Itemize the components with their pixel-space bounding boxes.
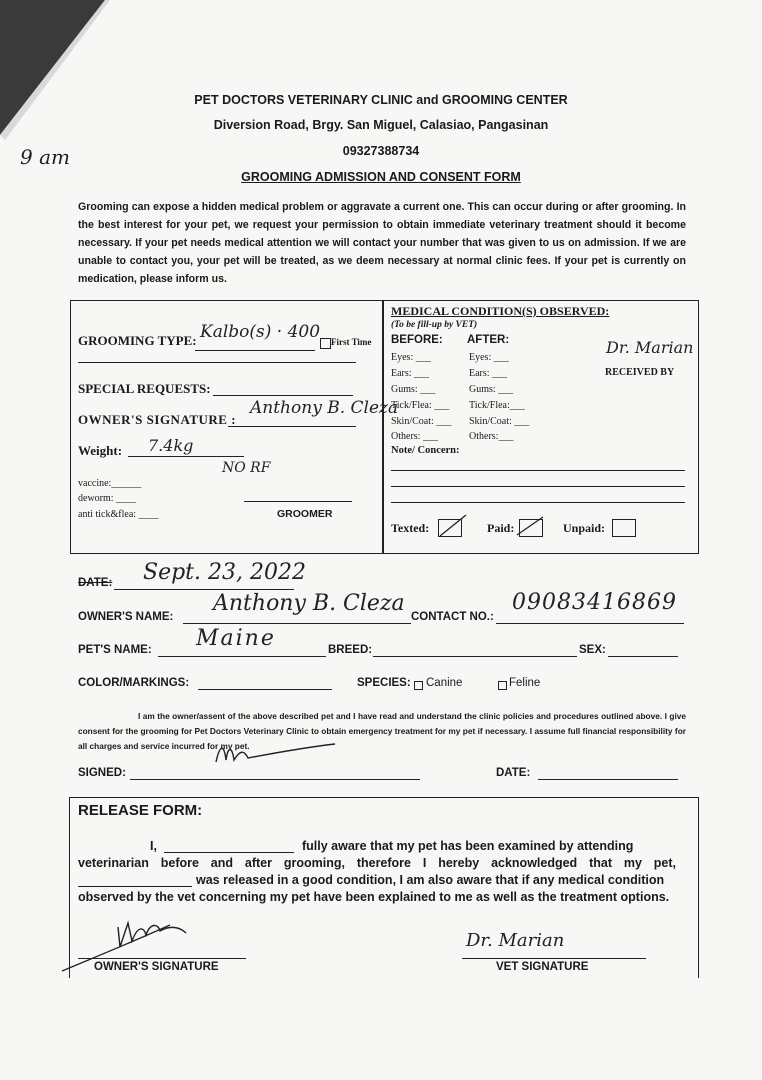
release-text-line1: fully aware that my pet has been examined by attending [302, 839, 634, 853]
vet-signature-top: Dr. Marian [606, 338, 694, 357]
contact-label: CONTACT NO.: [411, 611, 494, 623]
sex-label: SEX: [579, 644, 606, 656]
signed-date-label: DATE: [496, 767, 531, 779]
owner-name-value: Anthony B. Cleza [213, 591, 405, 616]
release-text-line4: observed by the vet concerning my pet have been explained to me as well as the treatment options. [78, 890, 670, 904]
vet-sig-value: Dr. Marian [466, 930, 565, 951]
after-gums: Gums: ___ [469, 384, 514, 395]
release-text-i: I, [150, 839, 157, 853]
before-gums: Gums: ___ [391, 384, 436, 395]
unpaid-checkbox[interactable] [612, 519, 636, 537]
texted-label: Texted: [391, 521, 430, 535]
release-title: RELEASE FORM: [78, 802, 203, 819]
before-tick-flea: Tick/Flea: ___ [391, 400, 450, 411]
grooming-type-label: GROOMING TYPE: [78, 333, 197, 348]
before-ears: Ears: ___ [391, 368, 430, 379]
texted-check-mark [438, 512, 468, 538]
owner-name-label: OWNER'S NAME: [78, 611, 174, 623]
intro-paragraph: Grooming can expose a hidden medical problem or aggravate a current one. This can occur during or after grooming. In the best interest for your pet, we request your permission to obtain immediate veterinary treatment should it become necessary. If your pet needs medical attention we will contact your number that was given to us on admission. If we are unable to contact you, your pet will be treated, as we deem necessary at normal clinic fees. If your pet is currently on medication, please inform us. [78, 201, 686, 285]
deworm-field: deworm: ____ [78, 493, 137, 504]
date-label: DATE: [78, 577, 113, 589]
after-ears: Ears: ___ [469, 368, 508, 379]
consent-signature-scribble [210, 738, 340, 768]
after-tick-flea: Tick/Flea:___ [469, 400, 525, 411]
date-value: Sept. 23, 2022 [143, 560, 306, 585]
margin-note: 9 am [20, 145, 70, 169]
after-eyes: Eyes: ___ [469, 352, 509, 363]
first-time-checkbox[interactable] [320, 338, 331, 349]
breed-label: BREED: [328, 644, 373, 656]
medical-subtitle: (To be fill-up by VET) [391, 320, 478, 330]
owner-signature-label: OWNER'S SIGNATURE : [78, 412, 237, 427]
weight-label: Weight: [78, 443, 123, 458]
release-text-line2: veterinarian before and after grooming, therefore I hereby acknowledged that my pet, [78, 856, 676, 870]
pet-name-value: Maine [196, 626, 276, 651]
vaccine-field: vaccine:______ [78, 478, 142, 489]
color-markings-label: COLOR/MARKINGS: [78, 677, 190, 689]
note-concern-label: Note/ Concern: [391, 445, 460, 456]
release-text-line3: was released in a good condition, I am also aware that if any medical condition [196, 873, 665, 887]
owner-sig-label: OWNER'S SIGNATURE [94, 961, 219, 973]
before-skin-coat: Skin/Coat: ___ [391, 416, 452, 427]
groomer-label: GROOMER [277, 508, 333, 520]
species-label: SPECIES: [357, 677, 411, 689]
before-others: Others: ___ [391, 431, 438, 442]
medical-title: MEDICAL CONDITION(S) OBSERVED: [391, 304, 610, 318]
feline-label: Feline [509, 677, 541, 689]
note-value: NO RF [222, 460, 271, 476]
clinic-name: PET DOCTORS VETERINARY CLINIC and GROOMING CENTER [194, 93, 568, 107]
canine-label: Canine [426, 677, 463, 689]
contact-value: 09083416869 [512, 590, 677, 615]
consent-paragraph: I am the owner/assent of the above described pet and I have read and understand the clinic policies and procedures outlined above. I give consent for the grooming for Pet Doctors Veterinary Clinic to obtain emergency treatment for my pet if necessary. I assume full financial responsibility for all charges and service incurred for my pet. [78, 711, 686, 751]
pet-name-label: PET'S NAME: [78, 644, 152, 656]
weight-value: 7.4kg [148, 436, 194, 455]
paid-check-mark [515, 513, 545, 537]
form-title: GROOMING ADMISSION AND CONSENT FORM [241, 170, 521, 184]
signed-label: SIGNED: [78, 767, 126, 779]
clinic-phone: 09327388734 [342, 144, 420, 158]
owner-signature-value: Anthony B. Cleza [250, 398, 399, 418]
unpaid-label: Unpaid: [563, 521, 606, 535]
clinic-address: Diversion Road, Brgy. San Miguel, Calasiao, Pangasinan [213, 118, 549, 132]
anti-tick-field: anti tick&flea: ____ [78, 509, 159, 520]
grooming-type-value: Kalbo(s) · 400 [200, 322, 321, 342]
feline-checkbox[interactable] [498, 681, 507, 690]
after-skin-coat: Skin/Coat: ___ [469, 416, 530, 427]
vet-sig-label: VET SIGNATURE [496, 961, 589, 973]
after-label: AFTER: [467, 334, 510, 346]
received-by-label: RECEIVED BY [605, 367, 675, 378]
after-others: Others:___ [469, 431, 514, 442]
first-time-label: First Time [331, 337, 372, 347]
paid-label: Paid: [487, 521, 515, 535]
before-eyes: Eyes: ___ [391, 352, 431, 363]
before-label: BEFORE: [391, 334, 443, 346]
canine-checkbox[interactable] [414, 681, 423, 690]
special-requests-label: SPECIAL REQUESTS: [78, 381, 211, 396]
